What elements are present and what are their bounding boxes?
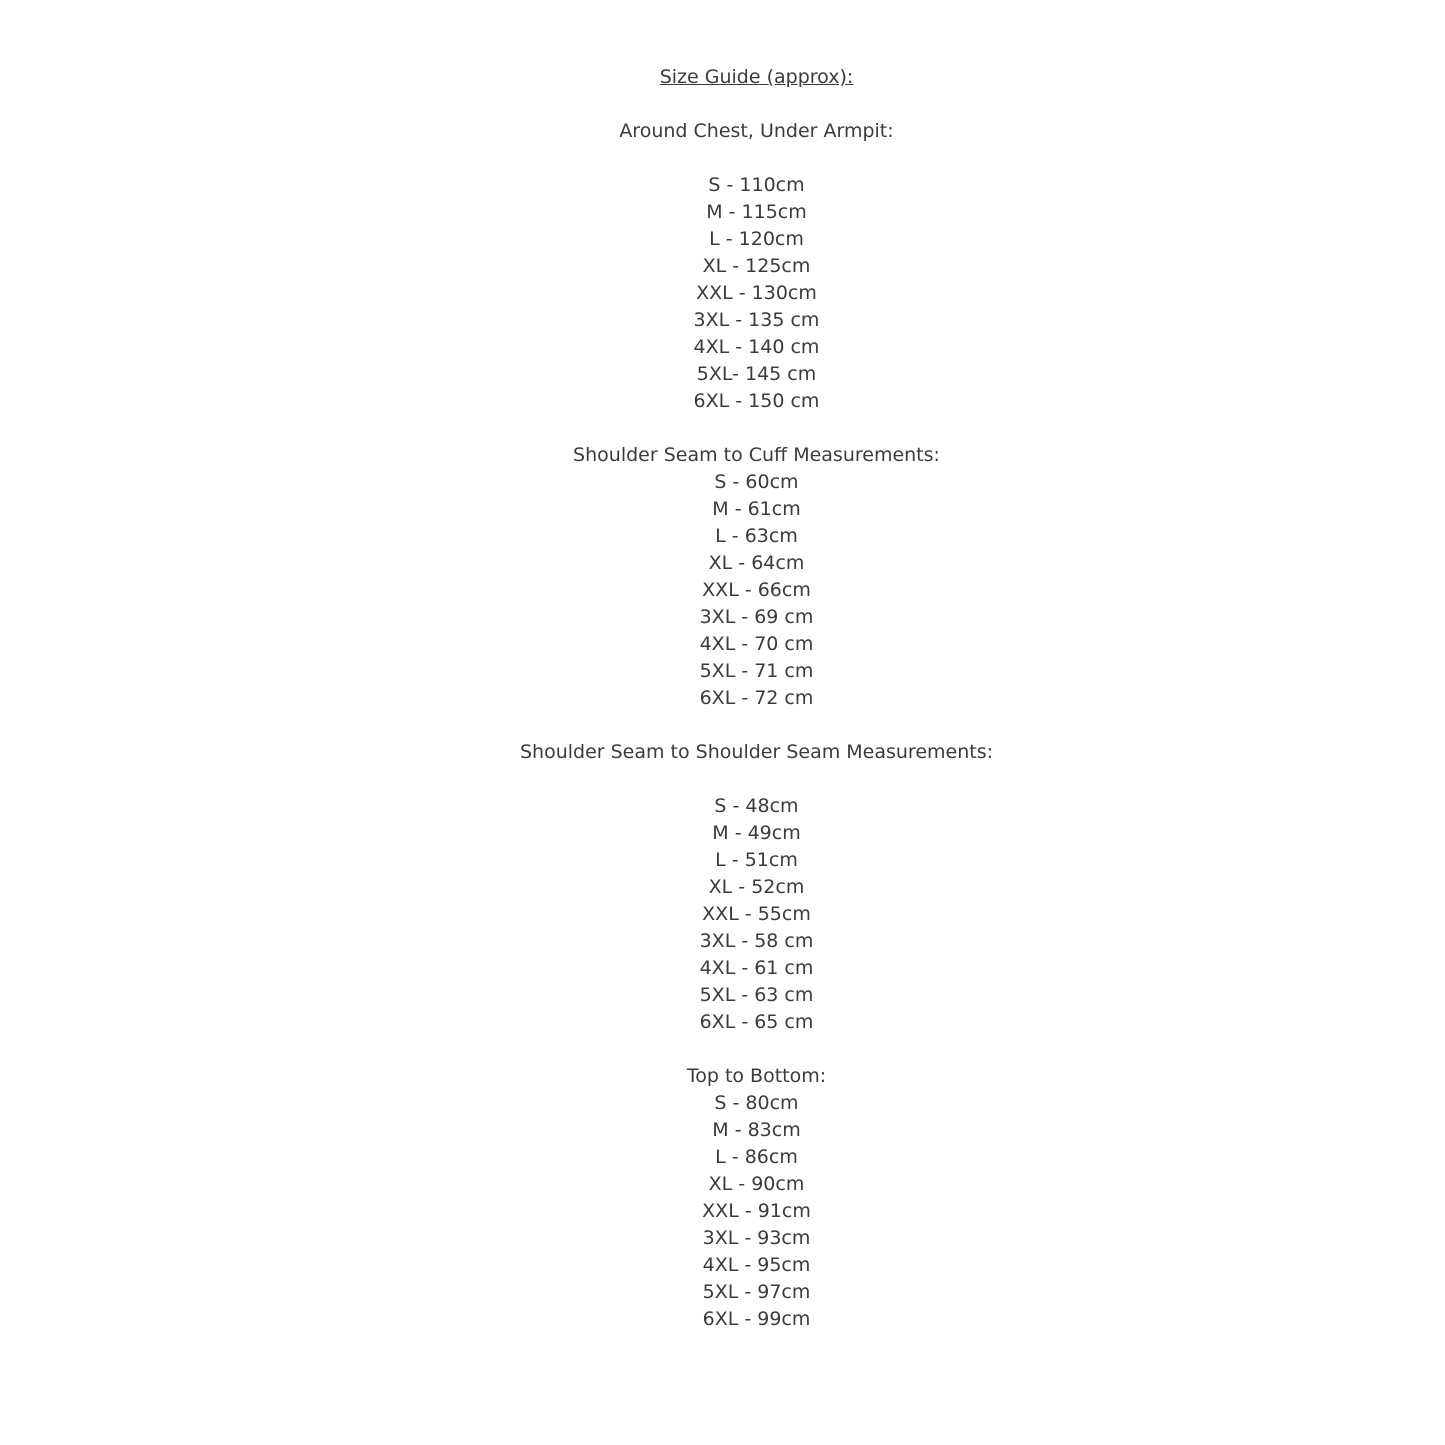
measurement-line: S - 48cm	[714, 795, 799, 817]
measurement-line: 3XL - 135 cm	[693, 309, 820, 331]
measurement-line: XXL - 66cm	[702, 579, 811, 601]
measurement-line: M - 49cm	[712, 822, 801, 844]
measurement-line: S - 110cm	[708, 174, 805, 196]
measurement-line: XL - 64cm	[708, 552, 805, 574]
measurement-line: M - 83cm	[712, 1119, 801, 1141]
size-guide-sections	[34, 118, 1445, 1333]
measurement-line: 6XL - 99cm	[702, 1308, 811, 1330]
measurement-line: 6XL - 72 cm	[699, 687, 814, 709]
measurement-line: XXL - 91cm	[702, 1200, 811, 1222]
size-guide-section	[34, 118, 1445, 415]
measurement-line: 4XL - 61 cm	[699, 957, 814, 979]
measurement-line: 5XL- 145 cm	[696, 363, 817, 385]
measurement-line: M - 115cm	[706, 201, 807, 223]
measurement-line: 4XL - 70 cm	[699, 633, 814, 655]
size-guide-content	[34, 0, 1445, 1333]
section-heading: Shoulder Seam to Shoulder Seam Measurements:	[519, 741, 994, 763]
measurement-line: L - 86cm	[715, 1146, 798, 1168]
measurement-line: 4XL - 140 cm	[693, 336, 820, 358]
measurement-line: L - 51cm	[715, 849, 798, 871]
section-heading: Shoulder Seam to Cuff Measurements:	[573, 444, 940, 466]
measurement-line: L - 63cm	[715, 525, 798, 547]
measurement-line: 6XL - 150 cm	[693, 390, 820, 412]
size-guide-section	[34, 1063, 1445, 1333]
measurement-line: L - 120cm	[709, 228, 804, 250]
size-guide-title: Size Guide (approx):	[659, 66, 854, 88]
measurement-line: XL - 90cm	[708, 1173, 805, 1195]
measurement-line: 3XL - 58 cm	[699, 930, 814, 952]
size-guide-section	[34, 739, 1445, 1036]
measurement-line: 3XL - 93cm	[702, 1227, 811, 1249]
measurement-line: S - 80cm	[714, 1092, 799, 1114]
measurement-line: XXL - 55cm	[702, 903, 811, 925]
measurement-line: 4XL - 95cm	[702, 1254, 811, 1276]
measurement-line: 5XL - 63 cm	[699, 984, 814, 1006]
measurement-line: XL - 125cm	[702, 255, 811, 277]
measurement-line: M - 61cm	[712, 498, 801, 520]
measurement-line: 5XL - 97cm	[702, 1281, 811, 1303]
measurement-line: XXL - 130cm	[696, 282, 817, 304]
measurement-line: 5XL - 71 cm	[699, 660, 814, 682]
measurement-line: 6XL - 65 cm	[699, 1011, 814, 1033]
section-heading: Top to Bottom:	[686, 1065, 827, 1087]
measurement-line: 3XL - 69 cm	[699, 606, 814, 628]
size-guide-section	[34, 442, 1445, 712]
measurement-line: S - 60cm	[714, 471, 799, 493]
section-heading: Around Chest, Under Armpit:	[619, 120, 894, 142]
measurement-line: XL - 52cm	[708, 876, 805, 898]
